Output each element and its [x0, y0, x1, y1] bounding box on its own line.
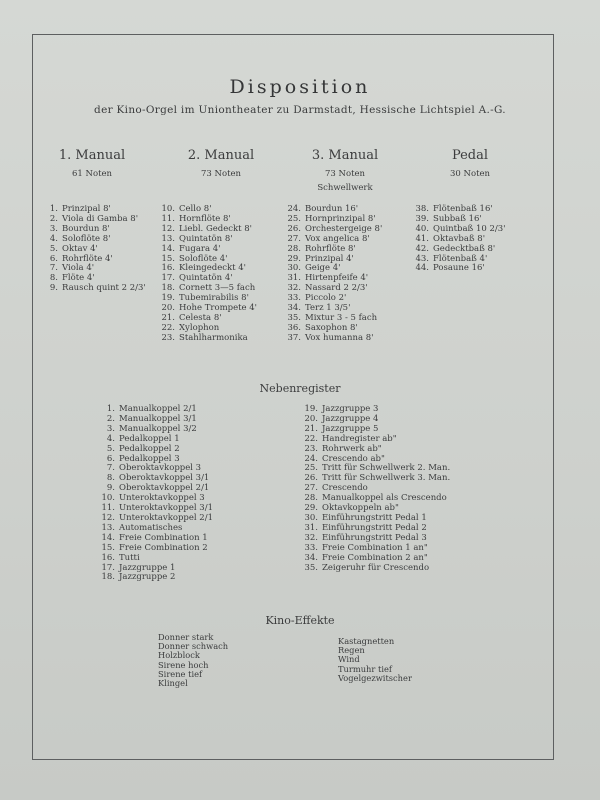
- stop-number: 17.: [161, 273, 175, 284]
- stop-number: 31.: [287, 273, 301, 284]
- manual-header-1: [27, 148, 157, 179]
- stop-number: 27.: [287, 233, 301, 244]
- stop-label: Saxophon 8': [305, 322, 358, 333]
- manual-name: 3. Manual: [311, 148, 379, 163]
- stop-label: Rohrflöte 8': [305, 243, 356, 254]
- stop-label: Soloflöte 8': [62, 233, 111, 244]
- nebenregister-number: 20.: [304, 413, 318, 424]
- stop-label: Tubemirabilis 8': [179, 293, 249, 304]
- stop-label: Vox angelica 8': [305, 233, 370, 244]
- stop-label: Subbaß 16': [433, 213, 482, 224]
- nebenregister-label: Einführungstritt Pedal 3: [322, 532, 427, 543]
- kino-effekt-item: Sirene tief: [158, 668, 203, 679]
- stop-number: 29.: [287, 253, 301, 264]
- nebenregister-number: 5.: [106, 443, 115, 454]
- stop-label: Soloflöte 4': [179, 253, 228, 264]
- kino-effekt-item: Klingel: [158, 678, 188, 689]
- nebenregister-label: Pedalkoppel 1: [119, 433, 180, 444]
- stop-label: Rohrflöte 4': [62, 253, 113, 264]
- kino-effekt-item: Wind: [338, 654, 360, 665]
- nebenregister-number: 26.: [304, 473, 318, 484]
- nebenregister-label: Pedalkoppel 2: [119, 443, 180, 454]
- stop-label: Quintatön 8': [179, 233, 233, 244]
- nebenregister-label: Jazzgruppe 3: [322, 404, 379, 414]
- kino-effekt-item: Donner schwach: [158, 641, 229, 652]
- stop-label: Flötenbaß 4': [433, 253, 488, 264]
- page-subtitle: der Kino-Orgel im Uniontheater zu Darmstadt, Hessische Lichtspiel A.-G.: [94, 104, 506, 116]
- stop-label: Geige 4': [305, 263, 341, 274]
- nebenregister-number: 4.: [106, 433, 115, 444]
- nebenregister-number: 14.: [101, 532, 115, 543]
- stop-label: Oktav 4': [62, 243, 98, 254]
- stop-number: 26.: [287, 223, 301, 234]
- stop-list-manual-1: [46, 205, 146, 294]
- stop-number: 1.: [49, 204, 58, 214]
- manual-notes: 30 Noten: [450, 169, 490, 179]
- nebenregister-item: [100, 573, 213, 583]
- nebenregister-label: Oberoktavkoppel 3/1: [119, 473, 210, 484]
- stop-number: 16.: [161, 263, 175, 274]
- stop-item: [46, 264, 146, 274]
- nebenregister-number: 15.: [101, 542, 115, 553]
- nebenregister-label: Freie Combination 2: [119, 542, 208, 553]
- stop-label: Xylophon: [179, 322, 220, 333]
- stop-label: Bourdun 8': [62, 223, 110, 234]
- stop-number: 35.: [287, 312, 301, 323]
- stop-label: Mixtur 3 - 5 fach: [305, 312, 378, 323]
- nebenregister-label: Crescendo: [322, 483, 368, 494]
- stop-label: Hohe Trompete 4': [179, 303, 258, 314]
- stop-label: Flötenbaß 16': [433, 204, 493, 214]
- stop-number: 36.: [287, 322, 301, 333]
- manual-header-2: [156, 148, 286, 179]
- nebenregister-number: 22.: [304, 433, 318, 444]
- nebenregister-item: [303, 564, 450, 574]
- nebenregister-label: Manualkoppel 3/1: [119, 413, 197, 424]
- stop-number: 42.: [415, 243, 429, 254]
- stop-number: 28.: [287, 243, 301, 254]
- nebenregister-number: 3.: [106, 423, 115, 434]
- stop-number: 22.: [161, 322, 175, 333]
- nebenregister-label: Einführungstritt Pedal 1: [322, 512, 427, 523]
- nebenregister-label: Oktavkoppeln ab": [322, 503, 399, 514]
- stop-label: Flöte 4': [62, 273, 95, 284]
- kino-effekte-list-right: [338, 637, 412, 683]
- stop-number: 43.: [415, 253, 429, 264]
- nebenregister-number: 2.: [106, 413, 115, 424]
- stop-label: Hornflöte 8': [179, 213, 231, 224]
- stop-item: [414, 264, 505, 274]
- nebenregister-label: Freie Combination 1: [119, 532, 208, 543]
- nebenregister-label: Rohrwerk ab": [322, 443, 382, 454]
- stop-label: Viola 4': [62, 263, 95, 274]
- manual-notes: 61 Noten: [72, 169, 112, 179]
- nebenregister-label: Jazzgruppe 2: [119, 572, 176, 583]
- stop-label: Terz 1 3/5': [305, 303, 351, 314]
- manual-notes: 73 Noten: [325, 169, 365, 179]
- manual-section-label: Schwellwerk: [317, 183, 373, 193]
- nebenregister-number: 35.: [304, 562, 318, 573]
- nebenregister-label: Oberoktavkoppel 2/1: [119, 483, 210, 494]
- nebenregister-number: 31.: [304, 522, 318, 533]
- nebenregister-label: Manualkoppel 3/2: [119, 423, 197, 434]
- kino-effekt-item: Donner stark: [158, 632, 214, 642]
- nebenregister-number: 10.: [101, 493, 115, 504]
- nebenregister-number: 17.: [101, 562, 115, 573]
- page-title: Disposition: [229, 76, 371, 98]
- stop-number: 8.: [49, 273, 58, 284]
- nebenregister-label: Tutti: [119, 552, 140, 563]
- nebenregister-number: 34.: [304, 552, 318, 563]
- nebenregister-label: Tritt für Schwellwerk 3. Man.: [322, 473, 451, 484]
- kino-effekt-item: Holzblock: [158, 650, 200, 661]
- stop-label: Celesta 8': [179, 312, 222, 323]
- manual-header-3: [280, 148, 410, 193]
- nebenregister-label: Einführungstritt Pedal 2: [322, 522, 427, 533]
- stop-number: 2.: [49, 213, 58, 224]
- stop-label: Vox humanna 8': [305, 332, 374, 343]
- nebenregister-number: 12.: [101, 512, 115, 523]
- stop-label: Viola di Gamba 8': [62, 213, 139, 224]
- stop-label: Orchestergeige 8': [305, 223, 383, 234]
- stop-label: Posaune 16': [433, 263, 485, 274]
- stop-number: 14.: [161, 243, 175, 254]
- stop-number: 5.: [49, 243, 58, 254]
- stop-label: Rausch quint 2 2/3': [62, 283, 146, 294]
- stop-number: 12.: [161, 223, 175, 234]
- nebenregister-item: [303, 554, 450, 564]
- stop-list-manual-2: [160, 205, 257, 344]
- nebenregister-label: Manualkoppel 2/1: [119, 404, 197, 414]
- stop-label: Prinzipal 4': [305, 253, 354, 264]
- nebenregister-number: 33.: [304, 542, 318, 553]
- nebenregister-number: 28.: [304, 493, 318, 504]
- nebenregister-number: 8.: [106, 473, 115, 484]
- manual-notes: 73 Noten: [201, 169, 241, 179]
- nebenregister-label: Handregister ab": [322, 433, 397, 444]
- nebenregister-list-right: [303, 405, 450, 573]
- nebenregister-number: 30.: [304, 512, 318, 523]
- stop-label: Hirtenpfeife 4': [305, 273, 369, 284]
- stop-number: 32.: [287, 283, 301, 294]
- stop-number: 24.: [287, 204, 301, 214]
- nebenregister-label: Manualkoppel als Crescendo: [322, 493, 447, 504]
- stop-number: 9.: [49, 283, 58, 294]
- page-border: [32, 34, 554, 760]
- stop-number: 37.: [287, 332, 301, 343]
- stop-number: 21.: [161, 312, 175, 323]
- stop-number: 20.: [161, 303, 175, 314]
- kino-effekte-list-left: [158, 633, 228, 688]
- nebenregister-label: Tritt für Schwellwerk 2. Man.: [322, 463, 451, 474]
- nebenregister-label: Unteroktavkoppel 2/1: [119, 512, 213, 523]
- manual-name: Pedal: [451, 148, 489, 163]
- stop-number: 13.: [161, 233, 175, 244]
- stop-label: Gedecktbaß 8': [433, 243, 496, 254]
- stop-number: 38.: [415, 204, 429, 214]
- nebenregister-label: Freie Combination 2 an": [322, 552, 428, 563]
- stop-number: 18.: [161, 283, 175, 294]
- stop-number: 23.: [161, 332, 175, 343]
- nebenregister-label: Crescendo ab": [322, 453, 385, 464]
- nebenregister-number: 6.: [106, 453, 115, 464]
- kino-effekt-item: Sirene hoch: [158, 659, 209, 670]
- manual-header-pedal: [405, 148, 535, 179]
- stop-label: Quintatön 4': [179, 273, 233, 284]
- stop-label: Nassard 2 2/3': [305, 283, 368, 294]
- nebenregister-number: 19.: [304, 404, 318, 414]
- manual-name: 2. Manual: [187, 148, 255, 163]
- nebenregister-number: 29.: [304, 503, 318, 514]
- nebenregister-heading: Nebenregister: [259, 382, 341, 395]
- kino-effekt-item: Kastagnetten: [338, 636, 395, 646]
- stop-number: 11.: [161, 213, 175, 224]
- stop-label: Piccolo 2': [305, 293, 347, 304]
- stop-label: Kleingedeckt 4': [179, 263, 247, 274]
- stop-number: 19.: [161, 293, 175, 304]
- stop-label: Quintbaß 10 2/3': [433, 223, 506, 234]
- stop-item: [46, 255, 146, 265]
- nebenregister-number: 24.: [304, 453, 318, 464]
- stop-item: [286, 334, 382, 344]
- nebenregister-number: 13.: [101, 522, 115, 533]
- nebenregister-number: 18.: [101, 572, 115, 583]
- nebenregister-number: 1.: [106, 404, 115, 414]
- stop-number: 40.: [415, 223, 429, 234]
- stop-label: Bourdun 16': [305, 204, 359, 214]
- stop-label: Cello 8': [179, 204, 212, 214]
- nebenregister-label: Jazzgruppe 4: [322, 413, 379, 424]
- stop-number: 34.: [287, 303, 301, 314]
- stop-label: Oktavbaß 8': [433, 233, 486, 244]
- nebenregister-label: Freie Combination 1 an": [322, 542, 428, 553]
- stop-number: 30.: [287, 263, 301, 274]
- nebenregister-number: 11.: [101, 503, 115, 514]
- stop-number: 7.: [49, 263, 58, 274]
- stop-number: 3.: [49, 223, 58, 234]
- nebenregister-list-left: [100, 405, 213, 583]
- nebenregister-number: 32.: [304, 532, 318, 543]
- nebenregister-label: Pedalkoppel 3: [119, 453, 180, 464]
- stop-number: 25.: [287, 213, 301, 224]
- stop-label: Fugara 4': [179, 243, 221, 254]
- manual-name: 1. Manual: [58, 148, 126, 163]
- nebenregister-label: Jazzgruppe 1: [119, 562, 176, 573]
- stop-item: [160, 334, 257, 344]
- stop-list-pedal: [414, 205, 505, 274]
- nebenregister-label: Zeigeruhr für Crescendo: [322, 562, 430, 573]
- nebenregister-number: 7.: [106, 463, 115, 474]
- nebenregister-number: 21.: [304, 423, 318, 434]
- nebenregister-label: Unteroktavkoppel 3/1: [119, 503, 213, 514]
- kino-effekt-item: Vogelgezwitscher: [338, 672, 412, 683]
- stop-list-manual-3: [286, 205, 382, 344]
- stop-number: 41.: [415, 233, 429, 244]
- nebenregister-item: [100, 544, 213, 554]
- nebenregister-label: Unteroktavkoppel 3: [119, 493, 205, 504]
- stop-label: Hornprinzipal 8': [305, 213, 376, 224]
- nebenregister-number: 9.: [106, 483, 115, 494]
- nebenregister-item: [100, 554, 213, 564]
- kino-effekt-item: Turmuhr tief: [338, 663, 392, 674]
- stop-number: 44.: [415, 263, 429, 274]
- stop-number: 4.: [49, 233, 58, 244]
- stop-label: Prinzipal 8': [62, 204, 111, 214]
- stop-number: 15.: [161, 253, 175, 264]
- nebenregister-label: Jazzgruppe 5: [322, 423, 379, 434]
- kino-effekte-heading: Kino-Effekte: [265, 614, 335, 627]
- stop-label: Liebl. Gedeckt 8': [179, 223, 253, 234]
- stop-label: Stahlharmonika: [179, 332, 248, 343]
- nebenregister-label: Oberoktavkoppel 3: [119, 463, 202, 474]
- stop-label: Cornett 3—5 fach: [179, 283, 256, 294]
- stop-number: 10.: [161, 204, 175, 214]
- stop-number: 6.: [49, 253, 58, 264]
- stop-number: 39.: [415, 213, 429, 224]
- nebenregister-number: 27.: [304, 483, 318, 494]
- stop-item: [46, 284, 146, 294]
- nebenregister-number: 25.: [304, 463, 318, 474]
- nebenregister-number: 23.: [304, 443, 318, 454]
- nebenregister-label: Automatisches: [119, 522, 183, 533]
- kino-effekt-item: Regen: [338, 645, 365, 656]
- nebenregister-number: 16.: [101, 552, 115, 563]
- stop-number: 33.: [287, 293, 301, 304]
